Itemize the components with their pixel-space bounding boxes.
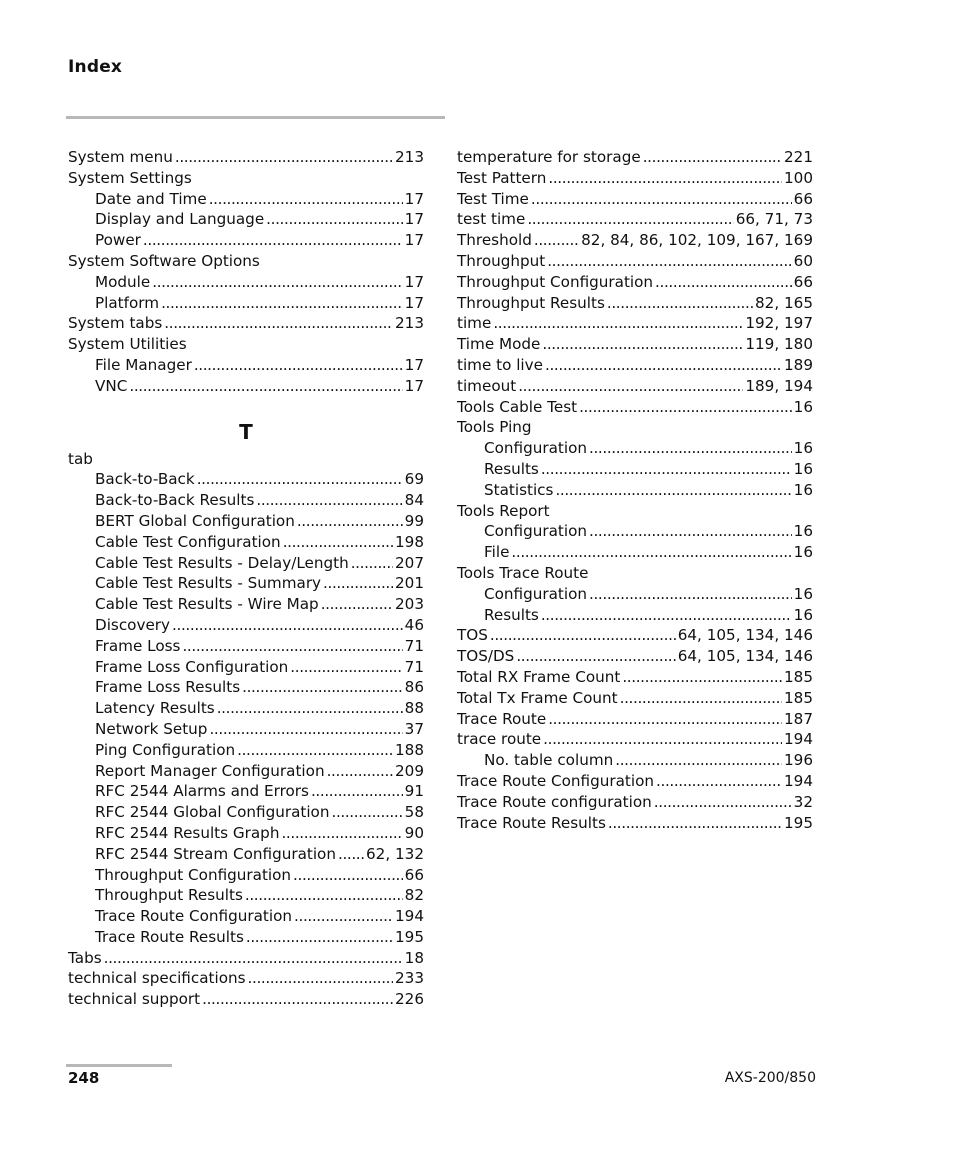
page-reference: 17 [404, 231, 424, 250]
page-reference: 17 [404, 293, 424, 312]
index-subentry [457, 584, 813, 605]
index-term: Latency Results [95, 699, 215, 718]
index-subentry [68, 511, 424, 532]
index-term: System Software Options [68, 251, 260, 270]
dot-leader [579, 397, 792, 418]
dot-leader [256, 490, 402, 511]
page-reference: 69 [404, 470, 424, 489]
page-reference: 189 [784, 355, 813, 374]
dot-leader [541, 605, 792, 626]
index-subentry [68, 677, 424, 698]
page-reference: 66 [404, 865, 424, 884]
index-entry [457, 625, 813, 646]
page-reference: 221 [784, 148, 813, 166]
index-subentry [457, 480, 813, 501]
page-reference: 16 [793, 397, 813, 416]
index-subentry [68, 355, 424, 376]
index-entry [457, 563, 813, 584]
document-code: AXS-200/850 [724, 1070, 816, 1086]
index-term: Tools Cable Test [457, 397, 578, 416]
index-term: Trace Route Results [95, 927, 244, 946]
index-term: Network Setup [95, 719, 208, 738]
index-subentry [68, 719, 424, 740]
index-term: Back-to-Back [95, 470, 195, 489]
page-reference: 196 [784, 751, 813, 770]
page-reference: 82 [404, 886, 424, 905]
dot-leader [608, 813, 782, 834]
index-entry [68, 989, 424, 1010]
index-term: Total RX Frame Count [457, 667, 621, 686]
dot-leader [217, 698, 403, 719]
index-subentry [68, 844, 424, 865]
index-term: Cable Test Results - Delay/Length [95, 553, 349, 572]
index-subentry [68, 293, 424, 314]
dot-leader [172, 615, 403, 636]
index-entry [68, 449, 424, 470]
header-rule [66, 116, 445, 119]
index-subentry [68, 927, 424, 948]
dot-leader [297, 511, 403, 532]
index-term: Configuration [484, 584, 587, 603]
dot-leader [294, 906, 393, 927]
index-term: RFC 2544 Results Graph [95, 823, 280, 842]
index-term: Threshold [457, 231, 532, 250]
index-term: Platform [95, 293, 160, 312]
index-term: Power [95, 231, 141, 250]
index-entry [457, 209, 813, 230]
dot-leader [323, 573, 393, 594]
index-subentry [68, 657, 424, 678]
dot-leader [620, 688, 782, 709]
index-term: Report Manager Configuration [95, 761, 325, 780]
dot-leader [607, 293, 753, 314]
page-reference: 194 [395, 907, 424, 926]
index-entry [68, 168, 424, 189]
index-entry [457, 355, 813, 376]
index-entry [457, 293, 813, 314]
dot-leader [351, 553, 393, 574]
index-term: RFC 2544 Alarms and Errors [95, 782, 309, 801]
index-subentry [457, 459, 813, 480]
index-list-t-continued [457, 147, 813, 833]
index-entry [457, 688, 813, 709]
page-title: Index [68, 57, 123, 77]
dot-leader [248, 968, 393, 989]
dot-leader [542, 334, 743, 355]
index-term: Throughput Configuration [457, 272, 654, 291]
dot-leader [283, 532, 393, 553]
index-term: test time [457, 210, 526, 229]
index-subentry [68, 802, 424, 823]
dot-leader [175, 147, 393, 168]
index-term: Trace Route configuration [457, 792, 652, 811]
index-column-left [68, 147, 424, 1010]
dot-leader [527, 209, 733, 230]
index-subentry [68, 573, 424, 594]
index-term: Display and Language [95, 210, 265, 229]
index-term: temperature for storage [457, 148, 641, 166]
index-subentry [68, 272, 424, 293]
page-reference: 64, 105, 134, 146 [677, 647, 813, 666]
index-entry [457, 334, 813, 355]
index-subentry [68, 865, 424, 886]
index-subentry [68, 698, 424, 719]
page-reference: 185 [784, 667, 813, 686]
section-letter-heading: T [239, 419, 253, 444]
index-term: No. table column [484, 751, 614, 770]
dot-leader [589, 521, 792, 542]
page-reference: 91 [404, 782, 424, 801]
page-number: 248 [68, 1069, 100, 1087]
index-subentry [68, 761, 424, 782]
index-term: Tools Ping [457, 418, 532, 437]
index-subentry [68, 885, 424, 906]
page-reference: 17 [404, 376, 424, 395]
dot-leader [541, 459, 792, 480]
index-subentry [68, 230, 424, 251]
dot-leader [547, 251, 791, 272]
index-entry [457, 667, 813, 688]
index-term: Date and Time [95, 189, 207, 208]
index-subentry [68, 490, 424, 511]
footer-rule [66, 1064, 172, 1067]
page-reference: 195 [784, 813, 813, 832]
index-term: Tabs [68, 948, 102, 967]
index-term: Back-to-Back Results [95, 491, 255, 510]
dot-leader [511, 542, 791, 563]
index-subentry [68, 781, 424, 802]
dot-leader [518, 376, 743, 397]
page-reference: 71 [404, 636, 424, 655]
page-reference: 201 [395, 574, 424, 593]
page-reference: 209 [395, 761, 424, 780]
index-entry [68, 968, 424, 989]
page-reference: 66 [793, 272, 813, 291]
index-entry [457, 376, 813, 397]
page-reference: 233 [395, 969, 424, 988]
page-reference: 18 [404, 948, 424, 967]
index-column-right [457, 147, 813, 833]
dot-leader [242, 677, 403, 698]
index-term: Cable Test Results - Wire Map [95, 595, 319, 614]
page-reference: 58 [404, 803, 424, 822]
page-reference: 16 [793, 543, 813, 562]
page-reference: 84 [404, 491, 424, 510]
dot-leader [589, 584, 792, 605]
dot-leader [245, 885, 403, 906]
page-reference: 17 [404, 272, 424, 291]
page-reference: 46 [404, 615, 424, 634]
index-subentry [68, 594, 424, 615]
index-entry [457, 168, 813, 189]
index-term: TOS [457, 626, 488, 645]
index-term: Trace Route Results [457, 813, 606, 832]
index-term: System Settings [68, 168, 192, 187]
index-term: Frame Loss Configuration [95, 657, 289, 676]
page-reference: 82, 165 [755, 293, 813, 312]
index-term: Throughput [457, 251, 546, 270]
index-term: Trace Route [457, 709, 547, 728]
page-reference: 185 [784, 688, 813, 707]
page-reference: 194 [784, 730, 813, 749]
index-term: time to live [457, 355, 543, 374]
index-entry [457, 729, 813, 750]
page-reference: 198 [395, 532, 424, 551]
page-reference: 16 [793, 584, 813, 603]
dot-leader [516, 646, 675, 667]
dot-leader [104, 948, 403, 969]
index-subentry [68, 469, 424, 490]
dot-leader [290, 657, 402, 678]
page-reference: 66 [793, 189, 813, 208]
dot-leader [237, 740, 393, 761]
page-reference: 37 [404, 719, 424, 738]
page-reference: 64, 105, 134, 146 [677, 626, 813, 645]
index-term: Ping Configuration [95, 740, 236, 759]
page-reference: 213 [395, 148, 424, 166]
index-subentry [457, 750, 813, 771]
index-subentry [68, 740, 424, 761]
index-term: Throughput Results [457, 293, 605, 312]
page-reference: 86 [404, 678, 424, 697]
index-subentry [68, 553, 424, 574]
index-term: Cable Test Results - Summary [95, 574, 322, 593]
index-entry [457, 709, 813, 730]
page-reference: 99 [404, 511, 424, 530]
index-entry [457, 147, 813, 168]
dot-leader [654, 792, 792, 813]
dot-leader [293, 865, 403, 886]
index-term: BERT Global Configuration [95, 511, 295, 530]
page-reference: 62, 132 [366, 844, 424, 863]
index-entry [457, 272, 813, 293]
index-entry [457, 189, 813, 210]
index-subentry [68, 636, 424, 657]
index-subentry [68, 532, 424, 553]
dot-leader [182, 636, 402, 657]
index-term: technical specifications [68, 969, 246, 988]
index-subentry [457, 605, 813, 626]
index-subentry [457, 521, 813, 542]
index-entry [457, 417, 813, 438]
dot-leader [548, 168, 782, 189]
index-term: Module [95, 272, 151, 291]
dot-leader [246, 927, 393, 948]
index-entry [457, 792, 813, 813]
page-reference: 17 [404, 189, 424, 208]
index-subentry [68, 209, 424, 230]
index-term: RFC 2544 Stream Configuration [95, 844, 336, 863]
dot-leader [197, 469, 403, 490]
index-list-t [68, 449, 424, 1011]
page-reference: 17 [404, 355, 424, 374]
dot-leader [493, 313, 743, 334]
index-term: Discovery [95, 615, 171, 634]
page-reference: 71 [404, 657, 424, 676]
index-entry [457, 771, 813, 792]
dot-leader [321, 594, 393, 615]
index-term: Test Pattern [457, 168, 547, 187]
dot-leader [311, 781, 403, 802]
index-entry [457, 313, 813, 334]
page-reference: 187 [784, 709, 813, 728]
dot-leader [129, 376, 402, 397]
page-reference: 60 [793, 251, 813, 270]
dot-leader [622, 667, 782, 688]
dot-leader [643, 147, 782, 168]
index-term: VNC [95, 376, 128, 395]
index-entry [457, 230, 813, 251]
index-subentry [68, 615, 424, 636]
page-reference: 195 [395, 927, 424, 946]
index-subentry [457, 438, 813, 459]
index-term: Throughput Configuration [95, 865, 292, 884]
index-subentry [68, 906, 424, 927]
page-reference: 203 [395, 595, 424, 614]
page-reference: 32 [793, 792, 813, 811]
index-entry [457, 251, 813, 272]
dot-leader [534, 230, 579, 251]
dot-leader [161, 293, 403, 314]
index-term: time [457, 314, 492, 333]
index-term: Trace Route Configuration [95, 907, 293, 926]
index-term: System Utilities [68, 335, 187, 354]
index-term: Frame Loss Results [95, 678, 241, 697]
index-term: Trace Route Configuration [457, 771, 655, 790]
page-reference: 88 [404, 699, 424, 718]
index-entry [68, 313, 424, 334]
dot-leader [331, 802, 402, 823]
page-reference: 16 [793, 439, 813, 458]
index-subentry [68, 189, 424, 210]
index-subentry [68, 823, 424, 844]
page-reference: 16 [793, 459, 813, 478]
dot-leader [194, 355, 403, 376]
index-term: Frame Loss [95, 636, 181, 655]
page-reference: 82, 84, 86, 102, 109, 167, 169 [581, 231, 813, 250]
dot-leader [545, 355, 782, 376]
index-entry [68, 334, 424, 355]
dot-leader [615, 750, 782, 771]
page-reference: 188 [395, 740, 424, 759]
page-reference: 16 [793, 522, 813, 541]
index-subentry [457, 542, 813, 563]
index-term: Throughput Results [95, 886, 243, 905]
index-entry [68, 147, 424, 168]
index-entry [68, 948, 424, 969]
index-term: trace route [457, 730, 542, 749]
index-entry [457, 646, 813, 667]
dot-leader [143, 230, 403, 251]
page-reference: 189, 194 [745, 376, 813, 395]
page-reference: 17 [404, 210, 424, 229]
page-reference: 16 [793, 605, 813, 624]
page-reference: 226 [395, 990, 424, 1009]
page-reference: 207 [395, 553, 424, 572]
dot-leader [548, 709, 782, 730]
dot-leader [655, 272, 792, 293]
page-reference: 100 [784, 168, 813, 187]
dot-leader [209, 189, 403, 210]
index-entry [457, 813, 813, 834]
dot-leader [266, 209, 403, 230]
dot-leader [327, 761, 393, 782]
dot-leader [589, 438, 792, 459]
page-reference: 213 [395, 314, 424, 333]
page-reference: 16 [793, 480, 813, 499]
index-term: Configuration [484, 522, 587, 541]
index-term: Configuration [484, 439, 587, 458]
index-term: File [484, 543, 510, 562]
page-reference: 192, 197 [745, 314, 813, 333]
index-term: Time Mode [457, 335, 541, 354]
index-term: RFC 2544 Global Configuration [95, 803, 330, 822]
index-term: Test Time [457, 189, 529, 208]
index-term: Tools Trace Route [457, 563, 589, 582]
dot-leader [490, 625, 676, 646]
index-term: File Manager [95, 355, 192, 374]
page-reference: 119, 180 [745, 335, 813, 354]
index-subentry [68, 376, 424, 397]
index-term: Total Tx Frame Count [457, 688, 618, 707]
index-term: System menu [68, 148, 173, 166]
index-term: Tools Report [457, 501, 550, 520]
index-term: technical support [68, 990, 201, 1009]
page-reference: 194 [784, 771, 813, 790]
index-entry [457, 397, 813, 418]
dot-leader [164, 313, 393, 334]
index-term: Statistics [484, 480, 554, 499]
index-entry [68, 251, 424, 272]
dot-leader [209, 719, 402, 740]
index-term: Results [484, 459, 539, 478]
index-term: System tabs [68, 314, 163, 333]
dot-leader [531, 189, 792, 210]
index-entry [457, 501, 813, 522]
index-term: Cable Test Configuration [95, 532, 281, 551]
dot-leader [555, 480, 791, 501]
index-term: timeout [457, 376, 517, 395]
index-term: tab [68, 449, 93, 468]
dot-leader [656, 771, 782, 792]
dot-leader [202, 989, 393, 1010]
page-reference: 66, 71, 73 [735, 210, 813, 229]
page-reference: 90 [404, 823, 424, 842]
index-term: TOS/DS [457, 647, 515, 666]
index-list-s [68, 147, 424, 397]
dot-leader [281, 823, 402, 844]
dot-leader [338, 844, 364, 865]
dot-leader [152, 272, 402, 293]
dot-leader [543, 729, 782, 750]
index-term: Results [484, 605, 539, 624]
